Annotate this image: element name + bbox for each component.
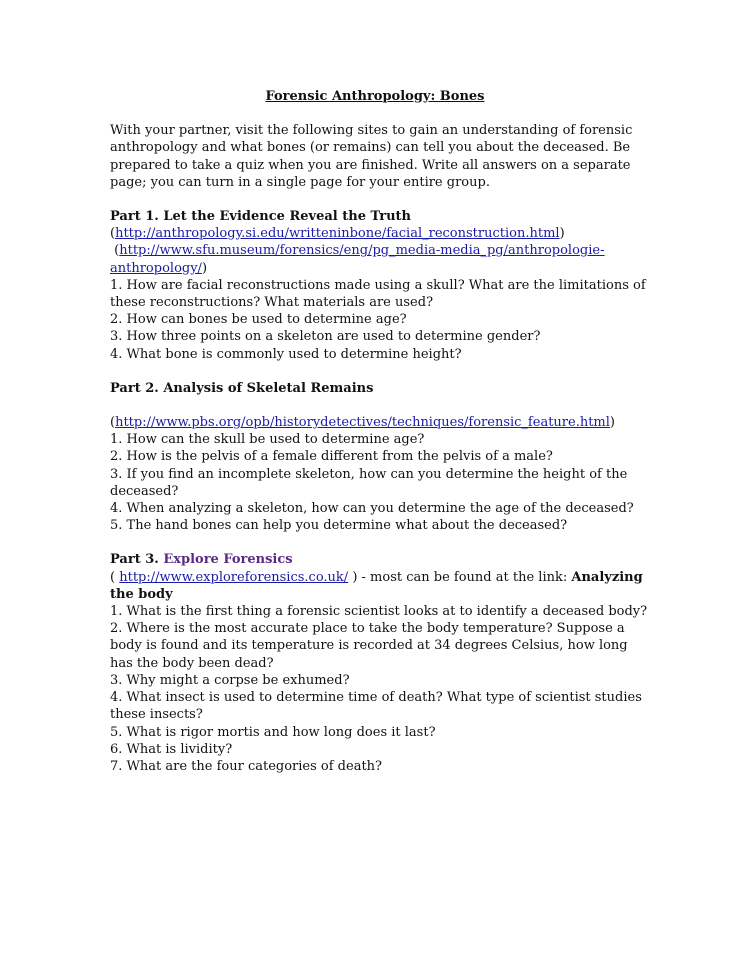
part3-link-target-label: Analyzing the body <box>110 569 643 602</box>
list-item: 2. How is the pelvis of a female different from the pelvis of a male? <box>110 449 553 465</box>
spacer <box>110 397 650 414</box>
part1-heading: Part 1. Let the Evidence Reveal the Truth <box>110 209 411 225</box>
list-item: 2. How can bones be used to determine age? <box>110 312 407 328</box>
part3-heading-title: Explore Forensics <box>163 552 293 568</box>
part1-link1-line: (http://anthropology.si.edu/writteninbone/facial_reconstruction.html) <box>110 226 565 242</box>
list-item: 2. Where is the most accurate place to take the body temperature? Suppose a body is found and its temperature is recorded at 34 degrees Celsius, how long has the body been dead? <box>110 621 628 671</box>
list-item: 1. What is the first thing a forensic scientist looks at to identify a deceased body? <box>110 604 648 620</box>
list-item: 5. The hand bones can help you determine what about the deceased? <box>110 518 568 534</box>
spacer <box>110 363 650 380</box>
list-item: 4. What insect is used to determine time of death? What type of scientist studies these insects? <box>110 690 642 723</box>
part3-heading-prefix: Part 3. <box>110 552 159 568</box>
part3-section <box>110 551 650 775</box>
list-item: 5. What is rigor mortis and how long does it last? <box>110 724 436 740</box>
list-item: 3. If you find an incomplete skeleton, how can you determine the height of the deceased? <box>110 466 628 499</box>
list-item: 3. Why might a corpse be exhumed? <box>110 672 350 688</box>
part1-link-sfu[interactable]: http://www.sfu.museum/forensics/eng/pg_media-media_pg/anthropologie-anthropology/ <box>110 243 605 276</box>
document-content <box>110 88 650 775</box>
list-item: 1. How are facial reconstructions made using a skull? What are the limitations of these reconstructions? What materials are used? <box>110 277 646 311</box>
list-item: 4. What bone is commonly used to determine height? <box>110 346 462 362</box>
part2-link-line: (http://www.pbs.org/opb/historydetectives/techniques/forensic_feature.html) <box>110 415 615 431</box>
part2-link-pbs[interactable]: http://www.pbs.org/opb/historydetectives/techniques/forensic_feature.html <box>115 415 610 431</box>
list-item: 1. How can the skull be used to determine age? <box>110 432 425 448</box>
part2-heading: Part 2. Analysis of Skeletal Remains <box>110 380 374 396</box>
list-item: 3. How three points on a skeleton are used to determine gender? <box>110 329 541 345</box>
spacer <box>110 534 650 551</box>
part1-link-smithsonian[interactable]: http://anthropology.si.edu/writteninbone/facial_reconstruction.html <box>115 226 560 242</box>
part3-link-suffix: ) - most can be found at the link: <box>348 569 572 585</box>
list-item: 6. What is lividity? <box>110 741 233 757</box>
part3-link-line: ( http://www.exploreforensics.co.uk/ ) - most can be found at the link: Analyzing the body <box>110 569 643 602</box>
part3-heading <box>110 551 650 568</box>
list-item: 4. When analyzing a skeleton, how can you determine the age of the deceased? <box>110 501 634 517</box>
part3-link-exploreforensics[interactable]: http://www.exploreforensics.co.uk/ <box>119 569 349 585</box>
intro-paragraph: With your partner, visit the following sites to gain an understanding of forensic anthropology and what bones (or remains) can tell you about the deceased. Be prepared to take a quiz when you are finished. Write all answers on a separate page; you can turn in a single page for your entire group. <box>110 123 633 190</box>
list-item: 7. What are the four categories of death? <box>110 758 383 774</box>
part1-link2-line: (http://www.sfu.museum/forensics/eng/pg_media-media_pg/anthropologie-anthropology/) <box>110 243 605 276</box>
page-title: Forensic Anthropology: Bones <box>265 89 485 104</box>
part2-section <box>110 380 650 535</box>
part1-section <box>110 208 650 363</box>
